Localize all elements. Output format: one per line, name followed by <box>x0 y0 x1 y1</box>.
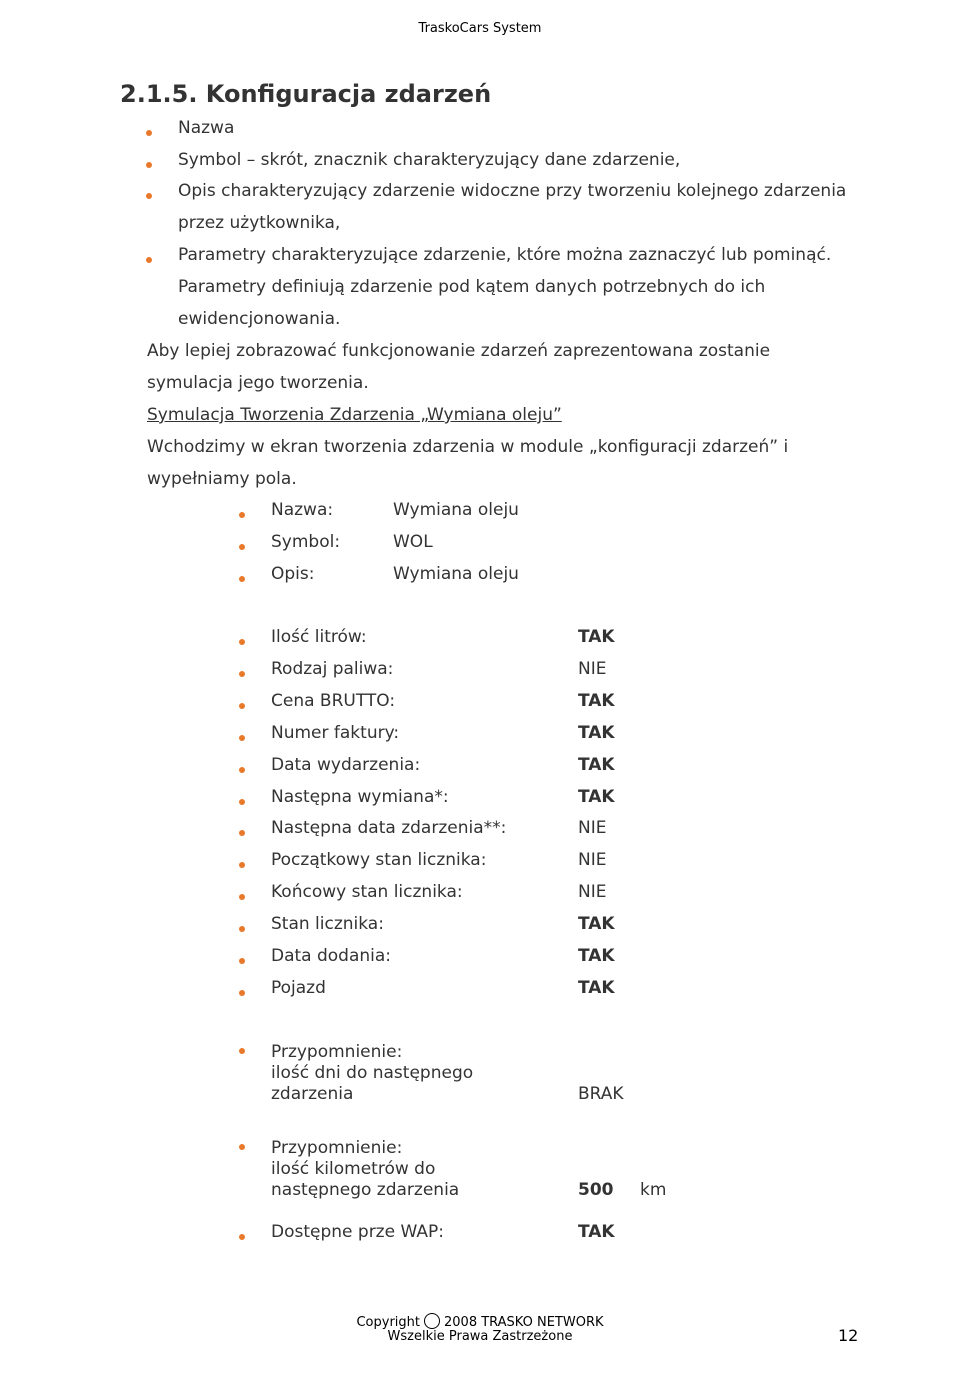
parameter-label: Stan licznika: <box>271 914 384 935</box>
footer-rights: Wszelkie Prawa Zastrzeżone <box>387 1329 573 1344</box>
parameter-value: TAK <box>578 786 615 807</box>
field-label: Opis: <box>271 564 315 584</box>
copyright-suffix: 2008 TRASKO NETWORK <box>444 1315 604 1330</box>
bullet-dot <box>239 1048 245 1054</box>
bullet-dot <box>239 862 245 868</box>
footer-copyright <box>0 1313 960 1330</box>
reminder-km-label: ilość kilometrów do <box>271 1159 436 1179</box>
reminder-km-value: 500 <box>578 1180 614 1200</box>
parameter-value: TAK <box>578 754 615 775</box>
bullet-parametry-cont2: ewidencjonowania. <box>178 309 341 329</box>
paragraph-line: Wchodzimy w ekran tworzenia zdarzenia w module „konfiguracji zdarzeń” i <box>147 437 789 457</box>
reminder-km-label: następnego zdarzenia <box>271 1180 460 1200</box>
parameter-value: NIE <box>578 850 607 871</box>
reminder-days-label: Przypomnienie: <box>271 1042 403 1062</box>
parameter-label: Cena BRUTTO: <box>271 690 396 711</box>
reminder-days-label: ilość dni do następnego <box>271 1063 474 1083</box>
bullet-dot <box>239 799 245 805</box>
bullet-dot <box>239 512 245 518</box>
parameter-value: NIE <box>578 818 607 839</box>
bullet-dot <box>239 639 245 645</box>
reminder-km-label: Przypomnienie: <box>271 1138 403 1158</box>
bullet-dot <box>239 671 245 677</box>
reminder-km-unit: km <box>640 1180 667 1200</box>
bullet-dot <box>239 830 245 836</box>
bullet-dot <box>239 576 245 582</box>
bullet-dot <box>239 990 245 996</box>
parameter-label: Następna data zdarzenia**: <box>271 818 507 839</box>
bullet-dot <box>239 958 245 964</box>
parameter-value: TAK <box>578 977 615 998</box>
parameter-label: Początkowy stan licznika: <box>271 850 487 871</box>
bullet-dot <box>146 193 152 199</box>
parameter-label: Rodzaj paliwa: <box>271 658 394 679</box>
bullet-opis: Opis charakteryzujący zdarzenie widoczne przy tworzeniu kolejnego zdarzenia <box>178 181 847 201</box>
parameter-label: Data dodania: <box>271 946 392 966</box>
parameter-value: TAK <box>578 627 615 647</box>
parameter-label: Ilość litrów: <box>271 627 367 647</box>
copyright-icon <box>424 1313 440 1329</box>
bullet-dot <box>239 544 245 550</box>
bullet-symbol: Symbol – skrót, znacznik charakteryzujący dane zdarzenie, <box>178 150 681 170</box>
section-title: 2.1.5. Konfiguracja zdarzeń <box>120 80 492 108</box>
bullet-dot <box>239 1144 245 1150</box>
reminder-days-label: zdarzenia <box>271 1084 354 1104</box>
parameter-value: TAK <box>578 722 615 743</box>
parameter-value: TAK <box>578 690 615 711</box>
field-label: Nazwa: <box>271 500 334 520</box>
parameter-value: NIE <box>578 658 607 679</box>
field-value: Wymiana oleju <box>393 564 519 584</box>
bullet-parametry-cont: Parametry definiują zdarzenie pod kątem danych potrzebnych do ich <box>178 277 766 297</box>
wap-value: TAK <box>578 1222 615 1242</box>
bullet-dot <box>239 767 245 773</box>
field-value: Wymiana oleju <box>393 500 519 520</box>
bullet-dot <box>239 1234 245 1240</box>
bullet-dot <box>146 257 152 263</box>
bullet-dot <box>239 735 245 741</box>
paragraph-line: Aby lepiej zobrazować funkcjonowanie zdarzeń zaprezentowana zostanie <box>147 341 771 361</box>
field-label: Symbol: <box>271 532 341 552</box>
reminder-days-value: BRAK <box>578 1084 624 1104</box>
bullet-parametry: Parametry charakteryzujące zdarzenie, które można zaznaczyć lub pominąć. <box>178 245 832 265</box>
copyright-prefix: Copyright <box>356 1315 420 1330</box>
bullet-dot <box>146 130 152 136</box>
paragraph-line: wypełniamy pola. <box>147 469 297 489</box>
parameter-value: TAK <box>578 946 615 966</box>
bullet-dot <box>239 926 245 932</box>
parameter-value: TAK <box>578 914 615 935</box>
bullet-dot <box>239 703 245 709</box>
bullet-name: Nazwa <box>178 118 235 138</box>
bullet-dot <box>239 894 245 900</box>
parameter-label: Numer faktury: <box>271 722 400 743</box>
parameter-value: NIE <box>578 882 607 903</box>
bullet-opis-cont: przez użytkownika, <box>178 213 341 233</box>
parameter-label: Data wydarzenia: <box>271 754 421 775</box>
parameter-label: Następna wymiana*: <box>271 786 449 807</box>
bullet-dot <box>146 162 152 168</box>
field-value: WOL <box>393 532 433 552</box>
parameter-label: Pojazd <box>271 977 326 998</box>
page-header: TraskoCars System <box>418 21 542 36</box>
parameter-label: Końcowy stan licznika: <box>271 882 463 903</box>
wap-label: Dostępne prze WAP: <box>271 1222 444 1242</box>
page-number: 12 <box>838 1326 859 1345</box>
paragraph-line: symulacja jego tworzenia. <box>147 373 369 393</box>
simulation-title: Symulacja Tworzenia Zdarzenia „Wymiana oleju” <box>147 405 562 425</box>
